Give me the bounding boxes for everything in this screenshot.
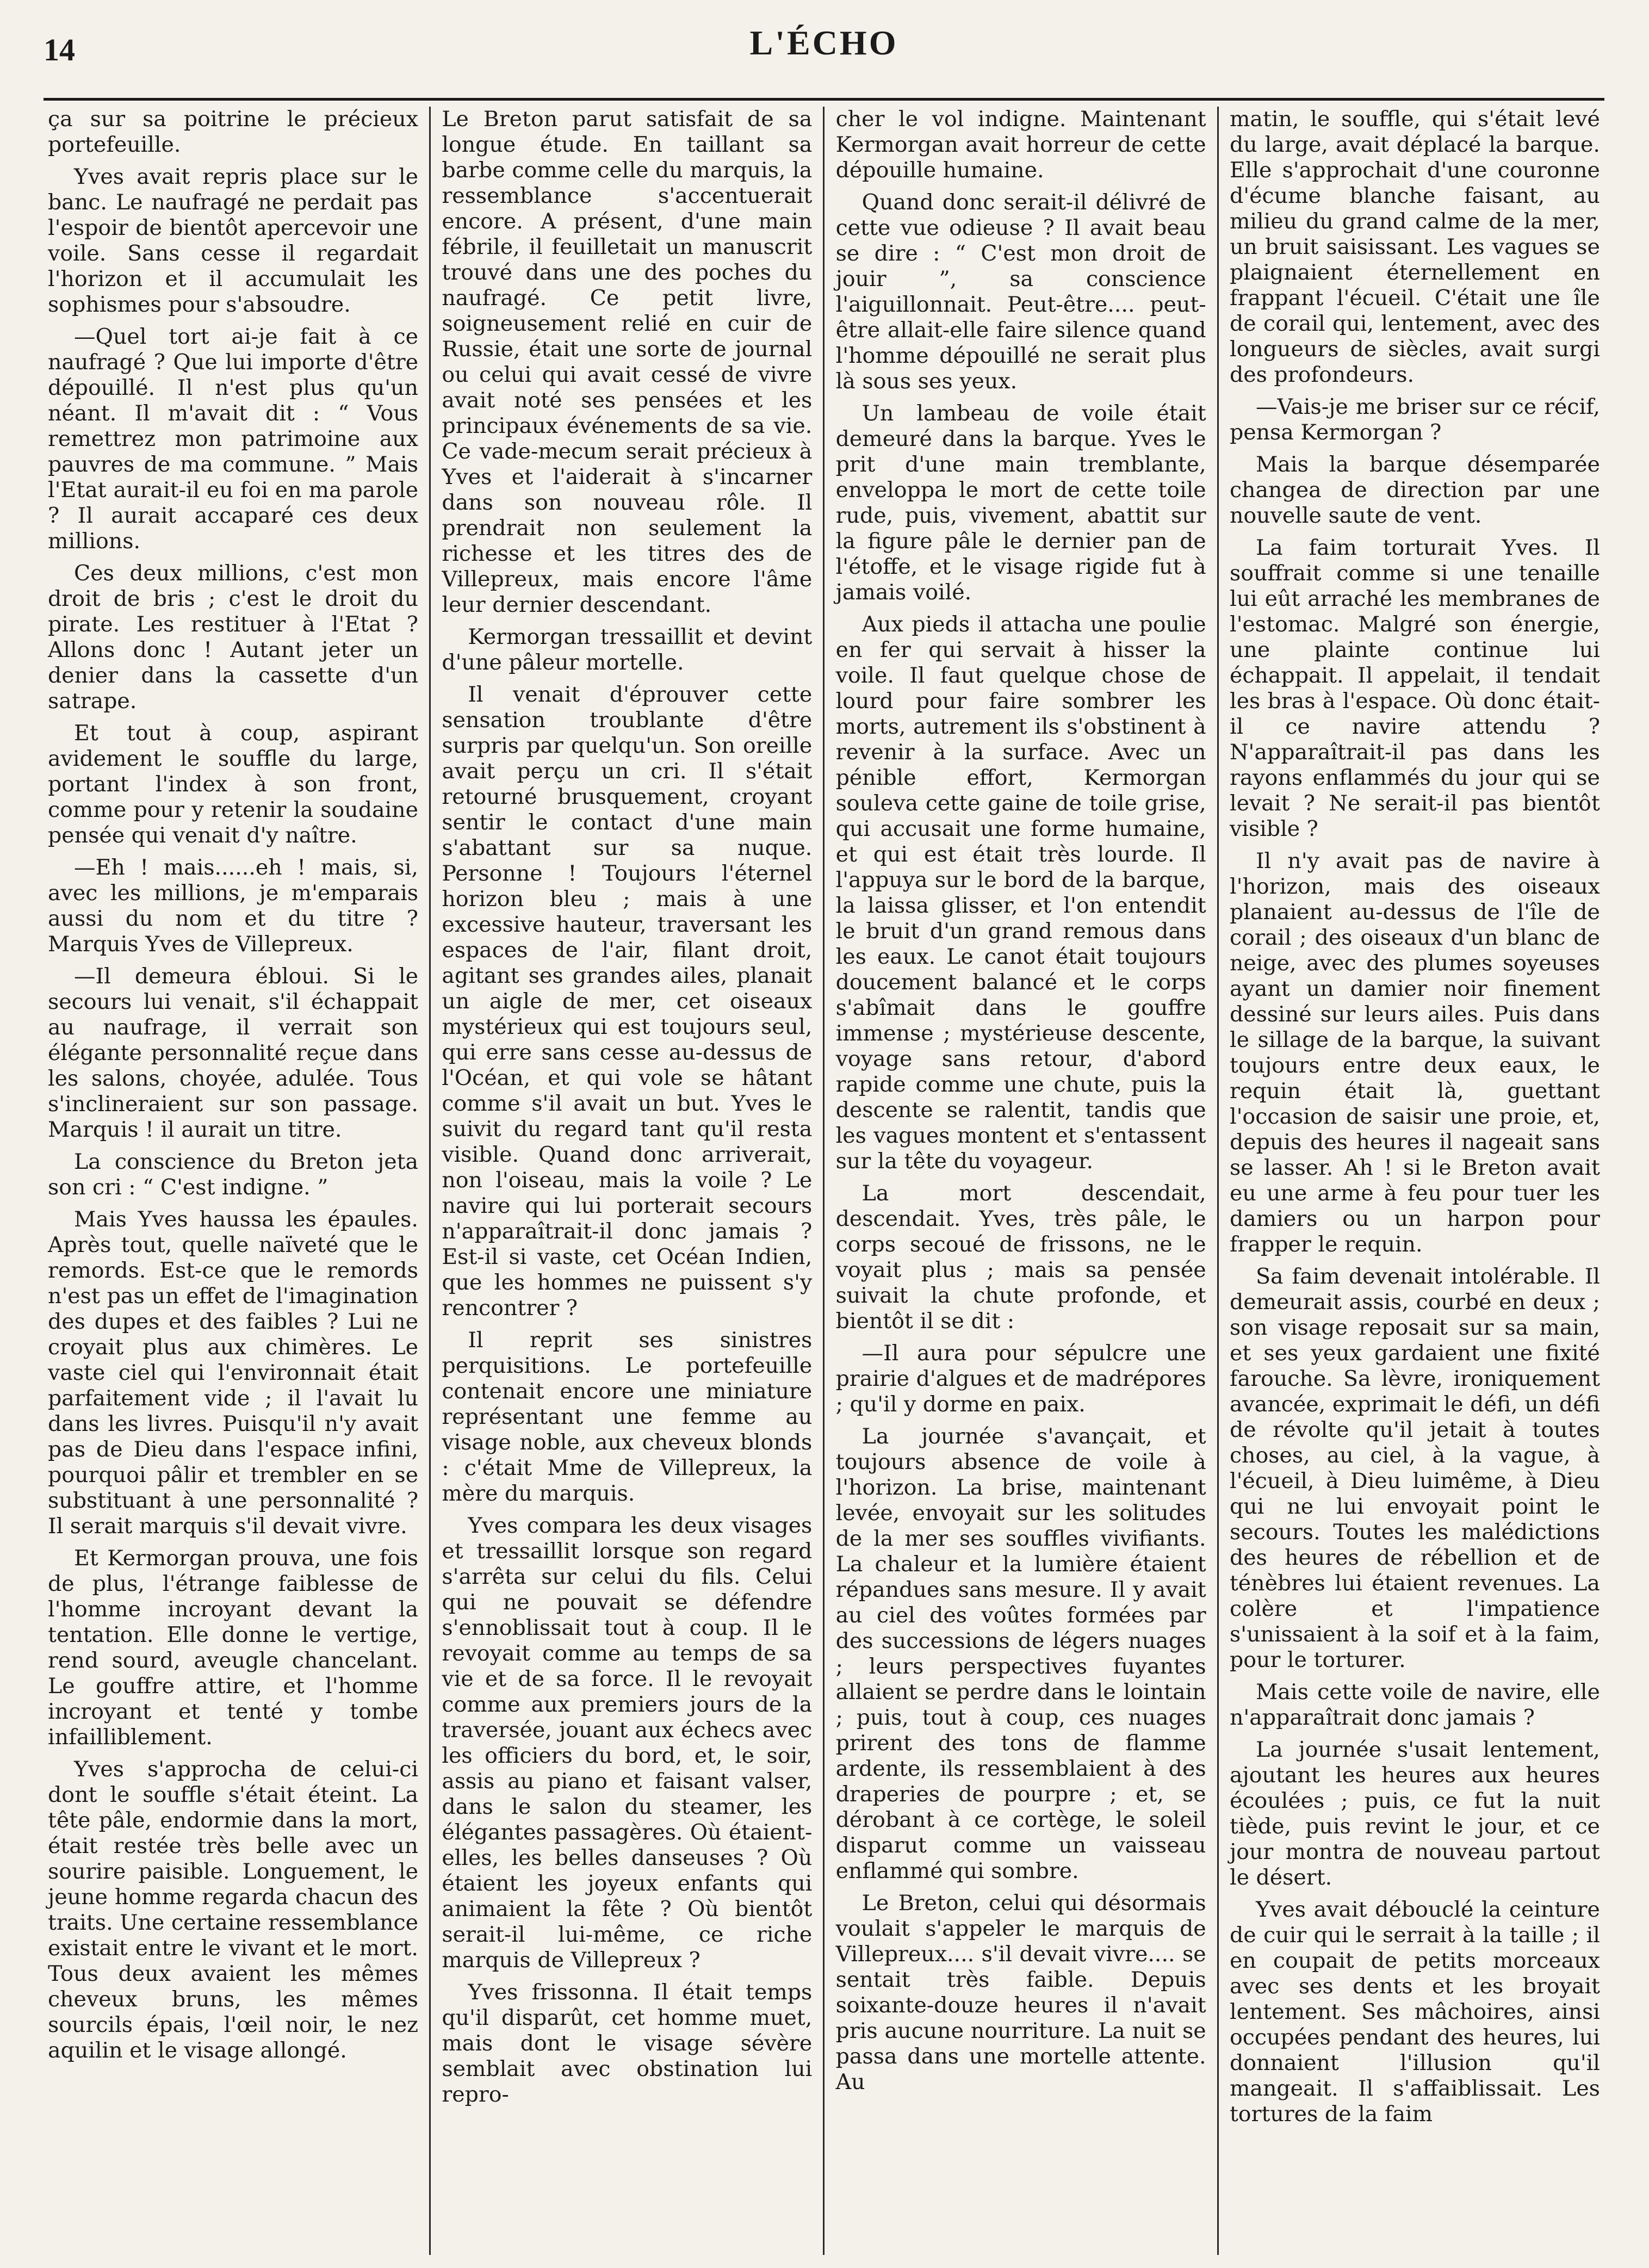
column-rule: [823, 107, 825, 2255]
paragraph: matin, le souffle, qui s'était levé du large, avait déplacé la barque. Elle s'approchait d'une couronne d'écume blanche faisant, au milieu du grand calme de la mer, un bruit saisissant. Les vagues se plaignaient éternellement en frappant l'écueil. C'était une île de corail qui, lentement, avec des longueurs de siècles, avait surgi des profondeurs.: [1229, 107, 1600, 387]
paragraph: Yves compara les deux visages et tressaillit lorsque son regard s'arrêta sur celui du fils. Celui qui ne pouvait se défendre s'ennoblissait tout à coup. Il le revoyait comme au temps de sa vie et de sa force. Il le revoyait comme aux premiers jours de la traversée, jouant aux échecs avec les officiers du bord, et, le soir, assis au piano et faisant valser, dans le salon du steamer, les élégantes passagères. Où étaient-elles, les belles danseuses ? Où étaient les joyeux enfants qui animaient la fête ? Où bientôt serait-il lui-même, ce riche marquis de Villepreux ?: [442, 1513, 813, 1973]
column-rule: [429, 107, 431, 2255]
paragraph: Le Breton parut satisfait de sa longue étude. En taillant sa barbe comme celle du marquis, la ressemblance s'accentuerait encore. A présent, d'une main fébrile, il feuilletait un manuscrit trouvé dans une des poches du naufragé. Ce petit livre, soigneusement relié en cuir de Russie, était une sorte de journal ou celui qui avait cessé de vivre avait noté ses pensées et les principaux événements de sa vie. Ce vade-mecum serait précieux à Yves et l'aiderait à s'incarner dans son nouveau rôle. Il prendrait non seulement la richesse et les titres des de Villepreux, mais encore l'âme leur dernier descendant.: [442, 107, 813, 617]
page-header: [44, 16, 1604, 92]
header-rule: [44, 98, 1604, 101]
text-columns: [44, 107, 1604, 2255]
column-rule: [1217, 107, 1219, 2255]
paragraph: La conscience du Breton jeta son cri : “ C'est indigne. ”: [48, 1149, 418, 1200]
paragraph: ça sur sa poitrine le précieux portefeuille.: [48, 107, 418, 157]
paragraph: —Eh ! mais......eh ! mais, si, avec les millions, je m'emparais aussi du nom et du titre ? Marquis Yves de Villepreux.: [48, 855, 418, 957]
paragraph: La journée s'avançait, et toujours absence de voile à l'horizon. La brise, maintenant levée, envoyait sur les solitudes de la mer ses souffles vivifiants. La chaleur et la lumière étaient répandues sans mesure. Il y avait au ciel des voûtes formées par des successions de légers nuages ; leurs perspectives fuyantes allaient se perdre dans le lointain ; puis, tout à coup, ces nuages prirent des tons de flamme ardente, ils ressemblaient à des draperies de pourpre ; et, se dérobant à ce cortège, le soleil disparut comme un vaisseau enflammé qui sombre.: [835, 1424, 1206, 1883]
paragraph: Et Kermorgan prouva, une fois de plus, l'étrange faiblesse de l'homme incroyant devant la tentation. Elle donne le vertige, rend sourd, aveugle chancelant. Le gouffre attire, et l'homme incroyant et tenté y tombe infailliblement.: [48, 1546, 418, 1750]
paragraph: Il reprit ses sinistres perquisitions. Le portefeuille contenait encore une miniature représentant une femme au visage noble, aux cheveux blonds : c'était Mme de Villepreux, la mère du marquis.: [442, 1328, 813, 1506]
paragraph: Il n'y avait pas de navire à l'horizon, mais des oiseaux planaient au-dessus de l'île de corail ; des oiseaux d'un blanc de neige, avec des plumes soyeuses ayant un damier noir finement dessiné sur leurs ailes. Puis dans le sillage de la barque, la suivant toujours entre deux eaux, le requin était là, guettant l'occasion de saisir une proie, et, depuis des heures il nageait sans se lasser. Ah ! si le Breton avait eu une arme à feu pour tuer les damiers ou un harpon pour frapper le requin.: [1229, 848, 1600, 1257]
column-2: [437, 107, 816, 2255]
paragraph: Et tout à coup, aspirant avidement le souffle du large, portant l'index à son front, comme pour y retenir la soudaine pensée qui venait d'y naître.: [48, 721, 418, 848]
paragraph: Yves avait débouclé la ceinture de cuir qui le serrait à la taille ; il en coupait de petits morceaux avec ses dents et les broyait lentement. Ses mâchoires, ainsi occupées pendant des heures, lui donnaient l'illusion qu'il mangeait. Il s'affaiblissait. Les tortures de la faim: [1229, 1897, 1600, 2127]
column-4: [1225, 107, 1604, 2255]
paragraph: Yves frissonna. Il était temps qu'il disparût, cet homme muet, mais dont le visage sévère semblait avec obstination lui repro-: [442, 1980, 813, 2107]
paragraph: Le Breton, celui qui désormais voulait s'appeler le marquis de Villepreux.... s'il devait vivre.... se sentait très faible. Depuis soixante-douze heures il n'avait pris aucune nourriture. La nuit se passa dans une mortelle attente. Au: [835, 1891, 1206, 2095]
paragraph: cher le vol indigne. Maintenant Kermorgan avait horreur de cette dépouille humaine.: [835, 107, 1206, 183]
masthead-title: L'ÉCHO: [749, 23, 898, 62]
paragraph: Yves avait repris place sur le banc. Le naufragé ne perdait pas l'espoir de bientôt apercevoir une voile. Sans cesse il regardait l'horizon et il accumulait les sophismes pour s'absoudre.: [48, 164, 418, 317]
paragraph: La mort descendait, descendait. Yves, très pâle, le corps secoué de frissons, ne le voyait plus ; mais sa pensée suivait la chute profonde, et bientôt il se dit :: [835, 1181, 1206, 1334]
paragraph: —Vais-je me briser sur ce récif, pensa Kermorgan ?: [1229, 394, 1600, 445]
paragraph: Quand donc serait-il délivré de cette vue odieuse ? Il avait beau se dire : “ C'est mon droit de jouir ”, sa conscience l'aiguillonnait. Peut-être.... peut-être allait-elle faire silence quand l'homme dépouillé ne serait plus là sous ses yeux.: [835, 190, 1206, 394]
column-3: [832, 107, 1211, 2255]
paragraph: —Il demeura ébloui. Si le secours lui venait, s'il échappait au naufrage, il verrait son élégante personnalité reçue dans les salons, choyée, adulée. Tous s'inclineraient sur son passage. Marquis ! il aurait un titre.: [48, 964, 418, 1142]
paragraph: Kermorgan tressaillit et devint d'une pâleur mortelle.: [442, 624, 813, 675]
paragraph: Yves s'approcha de celui-ci dont le souffle s'était éteint. La tête pâle, endormie dans la mort, était restée très belle avec un sourire paisible. Longuement, le jeune homme regarda chacun des traits. Une certaine ressemblance existait entre le vivant et le mort. Tous deux avaient les mêmes cheveux bruns, les mêmes sourcils épais, l'œil noir, le nez aquilin et le visage allongé.: [48, 1757, 418, 2063]
paragraph: Mais la barque désemparée changea de direction par une nouvelle saute de vent.: [1229, 452, 1600, 528]
paragraph: Ces deux millions, c'est mon droit de bris ; c'est le droit du pirate. Les restituer à l'Etat ? Allons donc ! Autant jeter un denier dans la cassette d'un satrape.: [48, 561, 418, 714]
paragraph: La journée s'usait lentement, ajoutant les heures aux heures écoulées ; puis, ce fut la nuit tiède, puis revint le jour, et ce jour montra de nouveau partout le désert.: [1229, 1737, 1600, 1890]
page-number: 14: [44, 32, 75, 67]
paragraph: Il venait d'éprouver cette sensation troublante d'être surpris par quelqu'un. Son oreille avait perçu un cri. Il s'était retourné brusquement, croyant sentir le contact d'une main s'abattant sur sa nuque. Personne ! Toujours l'éternel horizon bleu ; mais à une excessive hauteur, traversant les espaces de l'air, filant droit, agitant ses grandes ailes, planait un aigle de mer, cet oiseaux mystérieux qui est toujours seul, qui erre sans cesse au-dessus de l'Océan, et qui vole se hâtant comme s'il avait un but. Yves le suivit du regard tant qu'il resta visible. Quand donc arriverait, non l'oiseau, mais la voile ? Le navire qui lui porterait secours n'apparaîtrait-il donc jamais ? Est-il si vaste, cet Océan Indien, que les hommes ne puissent s'y rencontrer ?: [442, 682, 813, 1321]
paragraph: —Quel tort ai-je fait à ce naufragé ? Que lui importe d'être dépouillé. Il n'est plus qu'un néant. Il m'avait dit : “ Vous remettrez mon patrimoine aux pauvres de ma commune. ” Mais l'Etat aurait-il eu foi en ma parole ? Il aurait accaparé ces deux millions.: [48, 324, 418, 554]
paragraph: La faim torturait Yves. Il souffrait comme si une tenaille lui eût arraché les membranes de l'estomac. Malgré son énergie, une plainte continue lui échappait. Il appelait, il tendait les bras à l'espace. Où donc était-il ce navire attendu ? N'apparaîtrait-il pas dans les rayons enflammés du jour qui se levait ? Ne serait-il pas bientôt visible ?: [1229, 535, 1600, 841]
paragraph: Aux pieds il attacha une poulie en fer qui servait à hisser la voile. Il faut quelque chose de lourd pour faire sombrer les morts, autrement ils s'obstinent à revenir à la surface. Avec un pénible effort, Kermorgan souleva cette gaine de toile grise, qui accusait une forme humaine, et qui est était très lourde. Il l'appuya sur le bord de la barque, la laissa glisser, et l'on entendit le bruit d'un grand remous dans les eaux. Le canot était toujours doucement balancé et le corps s'abîmait dans le gouffre immense ; mystérieuse descente, voyage sans retour, d'abord rapide comme une chute, puis la descente se ralentit, tandis que les vagues montent et s'entassent sur la tête du voyageur.: [835, 612, 1206, 1174]
paragraph: —Il aura pour sépulcre une prairie d'algues et de madrépores ; qu'il y dorme en paix.: [835, 1341, 1206, 1417]
column-1: [44, 107, 423, 2255]
paragraph: Un lambeau de voile était demeuré dans la barque. Yves le prit d'une main tremblante, enveloppa le mort de cette toile rude, puis, vivement, abattit sur la figure pâle le dernier pan de l'étoffe, et le visage rigide fut à jamais voilé.: [835, 401, 1206, 605]
paragraph: Sa faim devenait intolérable. Il demeurait assis, courbé en deux ; son visage reposait sur sa main, et ses yeux gardaient une fixité farouche. Sa lèvre, ironiquement avancée, exprimait le défi, un défi de révolte qu'il jetait à toutes choses, au ciel, à la vague, à l'écueil, à Dieu luimême, à Dieu qui ne lui envoyait point le secours. Toutes les malédictions des heures de rébellion et de ténèbres lui étaient revenues. La colère et l'impatience s'unissaient à la soif et à la faim, pour le torturer.: [1229, 1264, 1600, 1672]
paragraph: Mais cette voile de navire, elle n'apparaîtrait donc jamais ?: [1229, 1680, 1600, 1730]
paragraph: Mais Yves haussa les épaules. Après tout, quelle naïveté que le remords. Est-ce que le remords n'est pas un effet de l'imagination des dupes et des faibles ? Lui ne croyait plus aux chimères. Le vaste ciel qui l'environnait était parfaitement vide ; il l'avait lu dans les livres. Puisqu'il n'y avait pas de Dieu dans l'espace infini, pourquoi pâlir et trembler en se substituant à une personnalité ? Il serait marquis s'il devait vivre.: [48, 1207, 418, 1539]
